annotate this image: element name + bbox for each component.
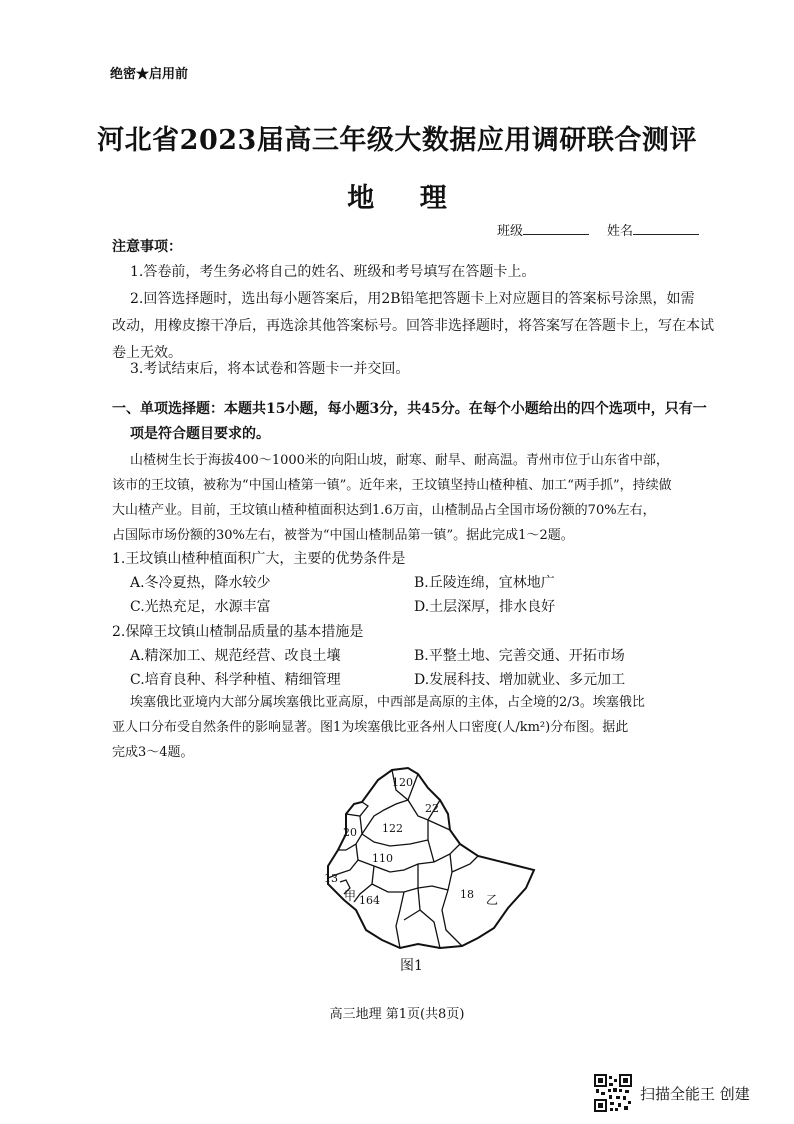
exam-title: 河北省2023届高三年级大数据应用调研联合测评: [97, 125, 697, 156]
region-label-122: 122: [382, 822, 403, 835]
question-2-option-b: B.平整土地、完善交通、开拓市场: [414, 648, 625, 664]
question-2-stem: 2.保障王坟镇山楂制品质量的基本措施是: [112, 624, 364, 640]
passage-1-line-4: 占国际市场份额的30%左右，被誉为“中国山楂制品第一镇”。据此完成1～2题。: [112, 528, 574, 543]
question-1-option-c: C.光热充足，水源丰富: [130, 599, 271, 615]
region-label-18: 18: [460, 888, 474, 901]
notice-item-3: 3.考试结束后，将本试卷和答题卡一并交回。: [130, 361, 410, 377]
question-1-option-d: D.土层深厚，排水良好: [414, 599, 556, 615]
question-2-option-c: C.培育良种、科学种植、精细管理: [130, 672, 341, 688]
question-1-option-b: B.丘陵连绵，宜林地广: [414, 575, 555, 591]
confidential-mark: 绝密★启用前: [110, 67, 189, 82]
scanner-watermark: 扫描全能王 创建: [640, 1085, 750, 1103]
name-label: 姓名: [607, 224, 634, 239]
figure-caption: 图1: [400, 958, 423, 974]
qr-code-icon: [594, 1074, 632, 1112]
region-label-22: 22: [425, 802, 439, 815]
passage-1-line-1: 山楂树生长于海拔400～1000米的向阳山坡，耐寒、耐旱、耐高温。青州市位于山东省中部，: [130, 453, 669, 468]
notice-item-2-line-1: 2.回答选择题时，选出每小题答案后，用2B铅笔把答题卡上对应题目的答案标号涂黑，如需: [130, 291, 695, 307]
class-label: 班级: [497, 224, 524, 239]
ethiopia-population-density-map: [300, 760, 560, 960]
point-label-yi: 乙: [486, 893, 499, 907]
class-blank: [523, 222, 589, 235]
region-label-13: 13: [324, 872, 338, 885]
region-label-120: 120: [392, 776, 413, 789]
class-name-fields: [497, 220, 699, 239]
region-label-164: 164: [359, 894, 380, 907]
passage-1-line-3: 大山楂产业。目前，王坟镇山楂种植面积达到1.6万亩，山楂制品占全国市场份额的70%左右，: [112, 503, 656, 518]
region-label-20: 20: [343, 826, 357, 839]
question-1-stem: 1.王坟镇山楂种植面积广大，主要的优势条件是: [112, 551, 406, 567]
name-blank: [633, 222, 699, 235]
region-borders: [328, 770, 478, 948]
notice-item-2-line-2: 改动，用橡皮擦干净后，再选涂其他答案标号。回答非选择题时，将答案写在答题卡上，写在本试: [112, 318, 714, 334]
subject-title: 地 理: [347, 183, 465, 214]
region-label-110: 110: [372, 852, 393, 865]
page-footer: 高三地理 第1页(共8页): [329, 1007, 465, 1022]
notice-item-1: 1.答卷前，考生务必将自己的姓名、班级和考号填写在答题卡上。: [130, 264, 536, 280]
passage-1-line-2: 该市的王坟镇，被称为“中国山楂第一镇”。近年来，王坟镇坚持山楂种植、加工“两手抓”，持续做: [112, 478, 672, 493]
passage-2-line-2: 亚人口分布受自然条件的影响显著。图1为埃塞俄比亚各州人口密度(人/km²)分布图。据此: [112, 720, 629, 735]
section-heading-line-1: 一、单项选择题：本题共15小题，每小题3分，共45分。在每个小题给出的四个选项中，只有一: [112, 401, 707, 417]
notice-item-2-line-3: 卷上无效。: [112, 345, 182, 361]
question-2-option-d: D.发展科技、增加就业、多元加工: [414, 672, 626, 688]
passage-2-line-3: 完成3～4题。: [112, 745, 194, 760]
country-outline: [328, 768, 534, 948]
question-1-option-a: A.冬冷夏热，降水较少: [130, 575, 271, 591]
question-2-option-a: A.精深加工、规范经营、改良土壤: [130, 648, 341, 664]
notice-heading: 注意事项：: [112, 239, 182, 255]
section-heading-line-2: 项是符合题目要求的。: [130, 426, 270, 442]
passage-2-line-1: 埃塞俄比亚境内大部分属埃塞俄比亚高原，中西部是高原的主体，占全境的2/3。埃塞俄比: [130, 695, 645, 710]
point-label-jia: 甲: [344, 889, 357, 903]
